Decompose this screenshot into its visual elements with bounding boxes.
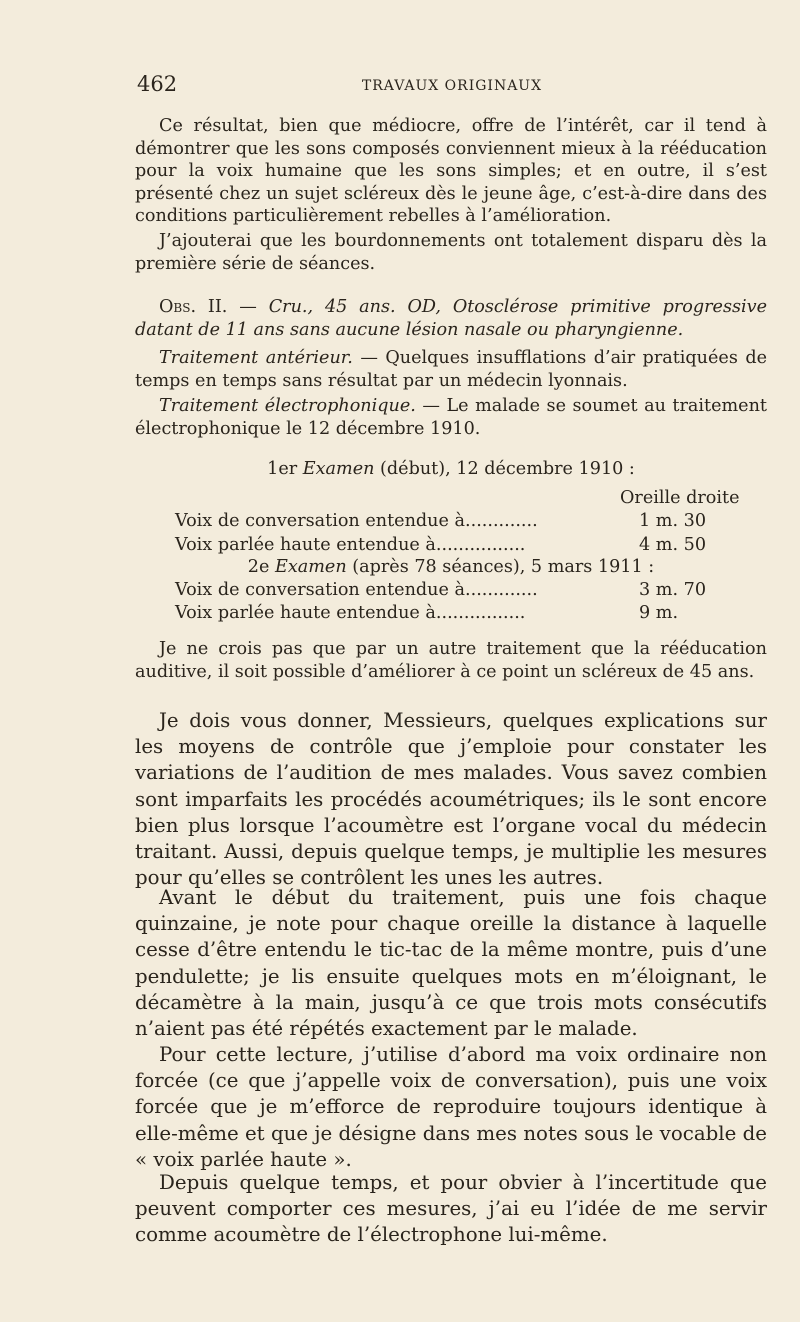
prior-treatment-label: Traitement antérieur. [159, 348, 353, 368]
exam-2-label: Examen [274, 557, 347, 577]
running-title: TRAVAUX ORIGINAUX [361, 78, 543, 94]
row-value: 9 m. [639, 603, 695, 623]
row-label: Voix parlée haute entendue à................ [175, 603, 526, 623]
paragraph-electrophone: Depuis quelque temps, et pour obvier à l’incertitude que peuvent comporter ces mesures, j’ai eu l’idée de me servir comme acoumètre de l’électrophone lui-même. [135, 1171, 767, 1247]
table-row [175, 579, 755, 601]
exam-1-ordinal: 1er [267, 459, 298, 479]
paragraph-procedure: Avant le début du traitement, puis une fois chaque quinzaine, je note pour chaque oreille la distance à laquelle cesse d’être entendu le tic-tac de la même montre, puis d’une pendulette; je lis ensuite quelques mots en m’éloignant, le décamètre à la main, jusqu’à ce que trois mots consécutifs n’aient pas été répétés exactement par le malade. [135, 886, 767, 1041]
row-label: Voix de conversation entendue à............. [175, 511, 538, 531]
page-header [137, 70, 767, 100]
prior-treatment [135, 347, 767, 392]
exam-2-ordinal: 2e [247, 557, 270, 577]
paragraph-buzzing: J’ajouterai que les bourdonnements ont totalement disparu dès la première série de séances. [135, 231, 767, 274]
exam-2-rest: (après 78 séances), 5 mars 1911 : [346, 557, 655, 577]
table-column-header: Oreille droite [620, 488, 740, 508]
table-row [175, 510, 755, 532]
exam-1-rest: (début), 12 décembre 1910 : [374, 459, 635, 479]
row-label: Voix parlée haute entendue à................ [175, 535, 526, 555]
exam-2-title [135, 556, 767, 578]
paragraph-control-means: Je dois vous donner, Messieurs, quelques explications sur les moyens de contrôle que j’emploie pour constater les variations de l’audition de mes malades. Vous savez combien sont imparfaits les procédés acoumétriques; ils le sont encore bien plus lorsque l’acoumètre est l’organe vocal du médecin traitant. Aussi, depuis quelque temps, je multiplie les mesures pour qu’elles se contrôlent les unes les autres. [135, 709, 767, 890]
row-value: 1 m. 30 [639, 511, 707, 531]
obs-label: Obs. II. [159, 297, 228, 317]
table-row [175, 602, 755, 624]
observation-header [135, 296, 767, 341]
row-label: Voix de conversation entendue à............. [175, 580, 538, 600]
electro-treatment-label: Traitement électrophonique. [159, 396, 416, 416]
exam-1-title [135, 458, 767, 480]
obs-dash: — [227, 297, 269, 317]
paragraph-reading: Pour cette lecture, j’utilise d’abord ma voix ordinaire non forcée (ce que j’appelle voix de conversation), puis une voix forcée que je m’efforce de reproduire toujours identique à elle-même et que je désigne dans mes notes sous le vocable de « voix parlée haute ». [135, 1043, 767, 1171]
row-value: 3 m. 70 [639, 580, 707, 600]
electro-treatment [135, 395, 767, 440]
table-row [175, 534, 755, 556]
paragraph-result: Ce résultat, bien que médiocre, offre de l’intérêt, car il tend à démontrer que les sons composés conviennent mieux à la rééducation pour la voix humaine que les sons simples; et en outre, il s’est présenté chez un sujet scléreux dès le jeune âge, c’est-à-dire dans des conditions particulièrement rebelles à l’amélioration. [135, 116, 767, 227]
page-number: 462 [137, 72, 178, 96]
paragraph-conclusion: Je ne crois pas que par un autre traitement que la rééducation auditive, il soit possible d’améliorer à ce point un scléreux de 45 ans. [135, 639, 767, 682]
prior-treatment-text: — Quelques insufflations d’air pratiquées de temps en temps sans résultat par un médecin lyonnais. [135, 348, 768, 391]
electro-treatment-text: — Le malade se soumet au traitement électrophonique le 12 décembre 1910. [135, 396, 767, 439]
row-value: 4 m. 50 [639, 535, 707, 555]
obs-title: Cru., 45 ans. OD, Otosclérose primitive progressive datant de 11 ans sans aucune lésion nasale ou pharyngienne. [135, 297, 768, 340]
exam-1-label: Examen [302, 459, 375, 479]
